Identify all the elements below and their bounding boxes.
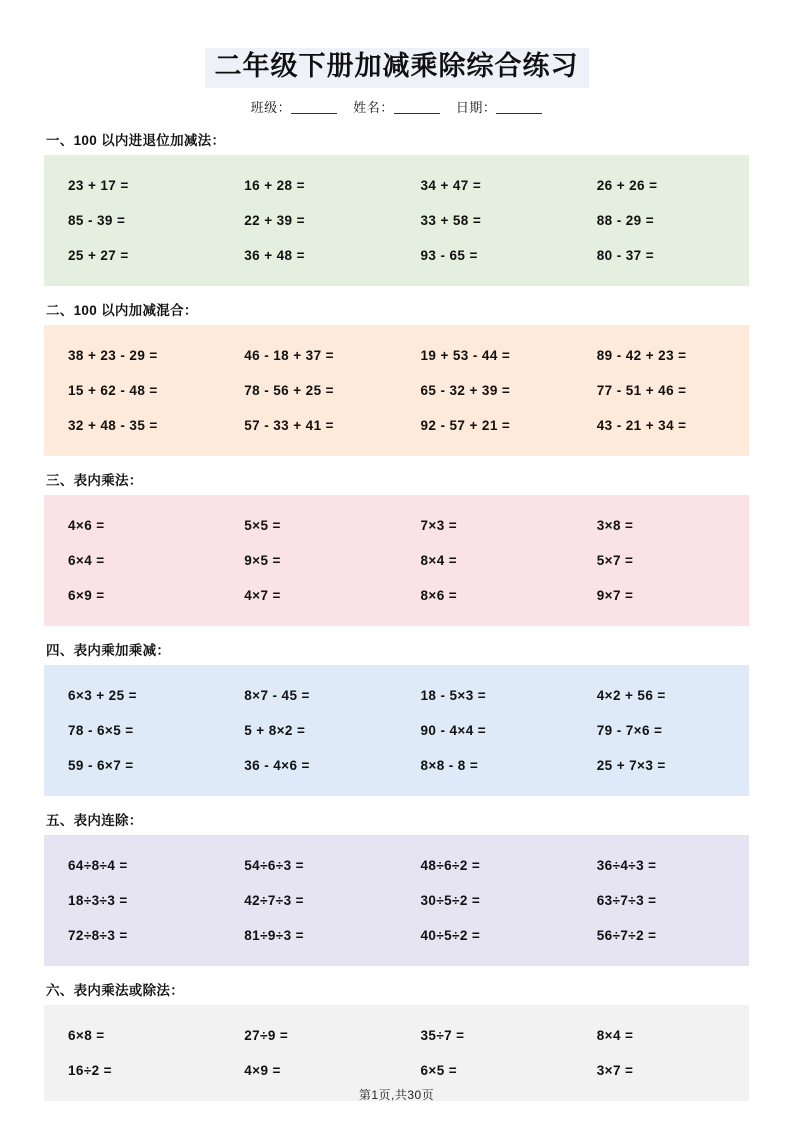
date-input[interactable] bbox=[496, 100, 542, 114]
problem-item[interactable]: 34 + 47 = bbox=[420, 177, 482, 193]
section-heading: 二、100 以内加减混合： bbox=[46, 302, 198, 318]
problem-item[interactable]: 18 - 5×3 = bbox=[420, 687, 487, 703]
exercise-section bbox=[44, 469, 749, 626]
problem-item[interactable]: 4×9 = bbox=[244, 1062, 281, 1078]
problem-item[interactable]: 57 - 33 + 41 = bbox=[244, 417, 334, 433]
problem-grid bbox=[44, 665, 749, 796]
problem-item[interactable]: 90 - 4×4 = bbox=[420, 722, 487, 738]
problem-item[interactable]: 19 + 53 - 44 = bbox=[420, 347, 511, 363]
problem-item[interactable]: 27÷9 = bbox=[244, 1027, 289, 1043]
page-title-wrap bbox=[44, 48, 749, 88]
sections-container bbox=[44, 129, 749, 1101]
class-field bbox=[251, 100, 338, 115]
class-input[interactable] bbox=[291, 100, 337, 114]
problem-item[interactable]: 15 + 62 - 48 = bbox=[68, 382, 158, 398]
page-title: 二年级下册加减乘除综合练习 bbox=[205, 48, 589, 88]
problem-item[interactable]: 85 - 39 = bbox=[68, 212, 126, 228]
exercise-section bbox=[44, 129, 749, 286]
problem-item[interactable]: 4×2 + 56 = bbox=[596, 687, 666, 703]
problem-item[interactable]: 6×8 = bbox=[68, 1027, 105, 1043]
problem-item[interactable]: 56÷7÷2 = bbox=[596, 927, 657, 943]
date-field bbox=[456, 100, 543, 115]
problem-item[interactable]: 8×8 - 8 = bbox=[420, 757, 479, 773]
problem-item[interactable]: 5×7 = bbox=[596, 552, 634, 568]
problem-item[interactable]: 36÷4÷3 = bbox=[596, 857, 657, 873]
problem-item[interactable]: 3×8 = bbox=[596, 517, 634, 533]
problem-item[interactable]: 35÷7 = bbox=[420, 1027, 465, 1043]
exercise-section bbox=[44, 639, 749, 796]
problem-item[interactable]: 43 - 21 + 34 = bbox=[596, 417, 687, 433]
problem-item[interactable]: 4×7 = bbox=[244, 587, 281, 603]
section-heading: 五、表内连除： bbox=[46, 812, 143, 828]
problem-item[interactable]: 8×7 - 45 = bbox=[244, 687, 310, 703]
problem-item[interactable]: 9×7 = bbox=[596, 587, 634, 603]
problem-item[interactable]: 32 + 48 - 35 = bbox=[68, 417, 158, 433]
problem-item[interactable]: 6×4 = bbox=[68, 552, 105, 568]
problem-grid bbox=[44, 325, 749, 456]
student-info-row bbox=[44, 97, 749, 116]
problem-grid bbox=[44, 495, 749, 626]
problem-item[interactable]: 78 - 56 + 25 = bbox=[244, 382, 334, 398]
problem-item[interactable]: 88 - 29 = bbox=[596, 212, 655, 228]
problem-item[interactable]: 93 - 65 = bbox=[420, 247, 478, 263]
section-heading: 六、表内乘法或除法： bbox=[46, 982, 184, 998]
problem-item[interactable]: 79 - 7×6 = bbox=[596, 722, 663, 738]
problem-item[interactable]: 72÷8÷3 = bbox=[68, 927, 128, 943]
problem-item[interactable]: 64÷8÷4 = bbox=[68, 857, 128, 873]
problem-item[interactable]: 40÷5÷2 = bbox=[420, 927, 481, 943]
problem-item[interactable]: 22 + 39 = bbox=[244, 212, 305, 228]
section-heading: 三、表内乘法： bbox=[46, 472, 143, 488]
problem-item[interactable]: 25 + 27 = bbox=[68, 247, 129, 263]
problem-grid bbox=[44, 155, 749, 286]
problem-item[interactable]: 54÷6÷3 = bbox=[244, 857, 304, 873]
problem-item[interactable]: 26 + 26 = bbox=[596, 177, 658, 193]
problem-item[interactable]: 78 - 6×5 = bbox=[68, 722, 134, 738]
problem-item[interactable]: 8×4 = bbox=[420, 552, 458, 568]
problem-item[interactable]: 33 + 58 = bbox=[420, 212, 482, 228]
problem-item[interactable]: 92 - 57 + 21 = bbox=[420, 417, 511, 433]
problem-item[interactable]: 5×5 = bbox=[244, 517, 281, 533]
page-footer: 第1页,共30页 bbox=[358, 1088, 435, 1102]
problem-item[interactable]: 81÷9÷3 = bbox=[244, 927, 304, 943]
exercise-section bbox=[44, 979, 749, 1101]
problem-item[interactable]: 18÷3÷3 = bbox=[68, 892, 128, 908]
problem-item[interactable]: 59 - 6×7 = bbox=[68, 757, 134, 773]
section-heading: 一、100 以内进退位加减法： bbox=[46, 132, 226, 148]
problem-item[interactable]: 80 - 37 = bbox=[596, 247, 655, 263]
problem-item[interactable]: 46 - 18 + 37 = bbox=[244, 347, 334, 363]
problem-item[interactable]: 6×9 = bbox=[68, 587, 105, 603]
problem-item[interactable]: 30÷5÷2 = bbox=[420, 892, 481, 908]
name-label: 姓名： bbox=[353, 99, 394, 115]
problem-item[interactable]: 16 + 28 = bbox=[244, 177, 305, 193]
problem-item[interactable]: 89 - 42 + 23 = bbox=[596, 347, 687, 363]
problem-grid bbox=[44, 835, 749, 966]
problem-item[interactable]: 16÷2 = bbox=[68, 1062, 112, 1078]
problem-item[interactable]: 25 + 7×3 = bbox=[596, 757, 666, 773]
name-input[interactable] bbox=[394, 100, 440, 114]
exercise-section bbox=[44, 809, 749, 966]
problem-item[interactable]: 4×6 = bbox=[68, 517, 105, 533]
problem-item[interactable]: 65 - 32 + 39 = bbox=[420, 382, 511, 398]
problem-item[interactable]: 38 + 23 - 29 = bbox=[68, 347, 158, 363]
problem-item[interactable]: 8×6 = bbox=[420, 587, 458, 603]
problem-item[interactable]: 36 + 48 = bbox=[244, 247, 305, 263]
date-label: 日期： bbox=[455, 99, 497, 115]
problem-item[interactable]: 42÷7÷3 = bbox=[244, 892, 304, 908]
section-heading: 四、表内乘加乘减： bbox=[46, 642, 171, 658]
problem-item[interactable]: 5 + 8×2 = bbox=[244, 722, 306, 738]
problem-item[interactable]: 6×3 + 25 = bbox=[68, 687, 137, 703]
exercise-section bbox=[44, 299, 749, 456]
problem-item[interactable]: 8×4 = bbox=[596, 1027, 634, 1043]
problem-item[interactable]: 77 - 51 + 46 = bbox=[596, 382, 687, 398]
problem-item[interactable]: 36 - 4×6 = bbox=[244, 757, 310, 773]
problem-item[interactable]: 48÷6÷2 = bbox=[420, 857, 481, 873]
problem-item[interactable]: 9×5 = bbox=[244, 552, 281, 568]
problem-item[interactable]: 63÷7÷3 = bbox=[596, 892, 657, 908]
class-label: 班级： bbox=[250, 99, 292, 115]
problem-item[interactable]: 23 + 17 = bbox=[68, 177, 129, 193]
problem-item[interactable]: 7×3 = bbox=[420, 517, 458, 533]
name-field bbox=[353, 100, 440, 115]
problem-item[interactable]: 3×7 = bbox=[596, 1062, 634, 1078]
problem-item[interactable]: 6×5 = bbox=[420, 1062, 458, 1078]
